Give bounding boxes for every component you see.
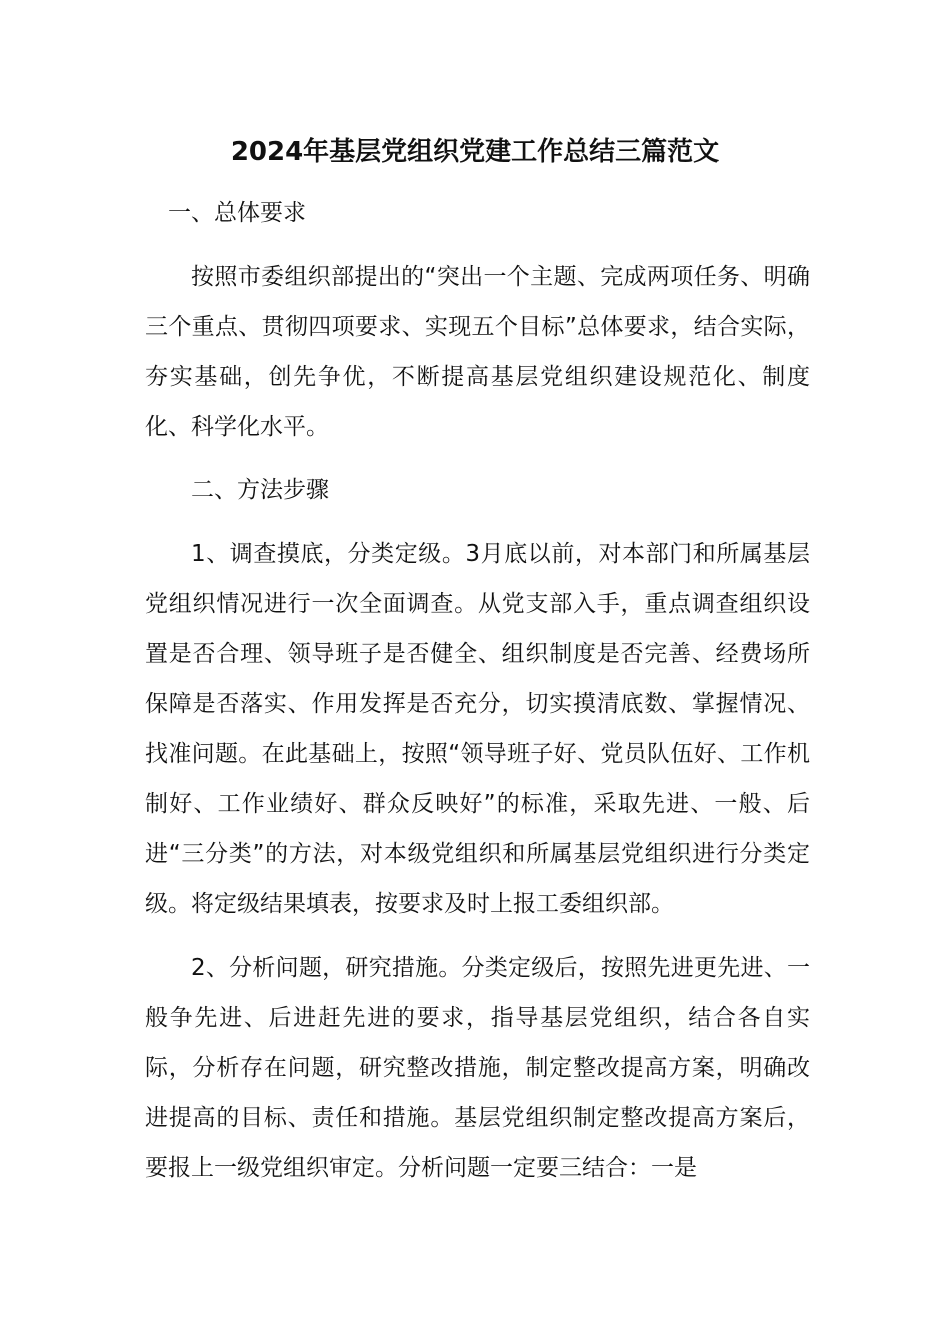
- section-heading-method-steps: 二、方法步骤: [191, 477, 329, 503]
- section-heading-overall-requirements: 一、总体要求: [168, 200, 306, 226]
- document-title: 2024年基层党组织党建工作总结三篇范文: [230, 137, 720, 167]
- paragraph-overall-requirements: 按照市委组织部提出的“突出一个主题、完成两项任务、明确三个重点、贯彻四项要求、实现五个目标”总体要求，结合实际，夯实基础，创先争优，不断提高基层党组织建设规范化、制度化、科学化水平。: [145, 264, 810, 440]
- paragraph-step-1: 1、调查摸底，分类定级。3月底以前，对本部门和所属基层党组织情况进行一次全面调查。从党支部入手，重点调查组织设置是否合理、领导班子是否健全、组织制度是否完善、经费场所保障是否落实、作用发挥是否充分，切实摸清底数、掌握情况、找准问题。在此基础上，按照“领导班子好、党员队伍好、工作机制好、工作业绩好、群众反映好”的标准，采取先进、一般、后进“三分类”的方法，对本级党组织和所属基层党组织进行分类定级。将定级结果填表，按要求及时上报工委组织部。: [145, 541, 810, 917]
- paragraph-step-2: 2、分析问题，研究措施。分类定级后，按照先进更先进、一般争先进、后进赶先进的要求，指导基层党组织，结合各自实际，分析存在问题，研究整改措施，制定整改提高方案，明确改进提高的目标、责任和措施。基层党组织制定整改提高方案后，要报上一级党组织审定。分析问题一定要三结合：一是: [145, 955, 810, 1181]
